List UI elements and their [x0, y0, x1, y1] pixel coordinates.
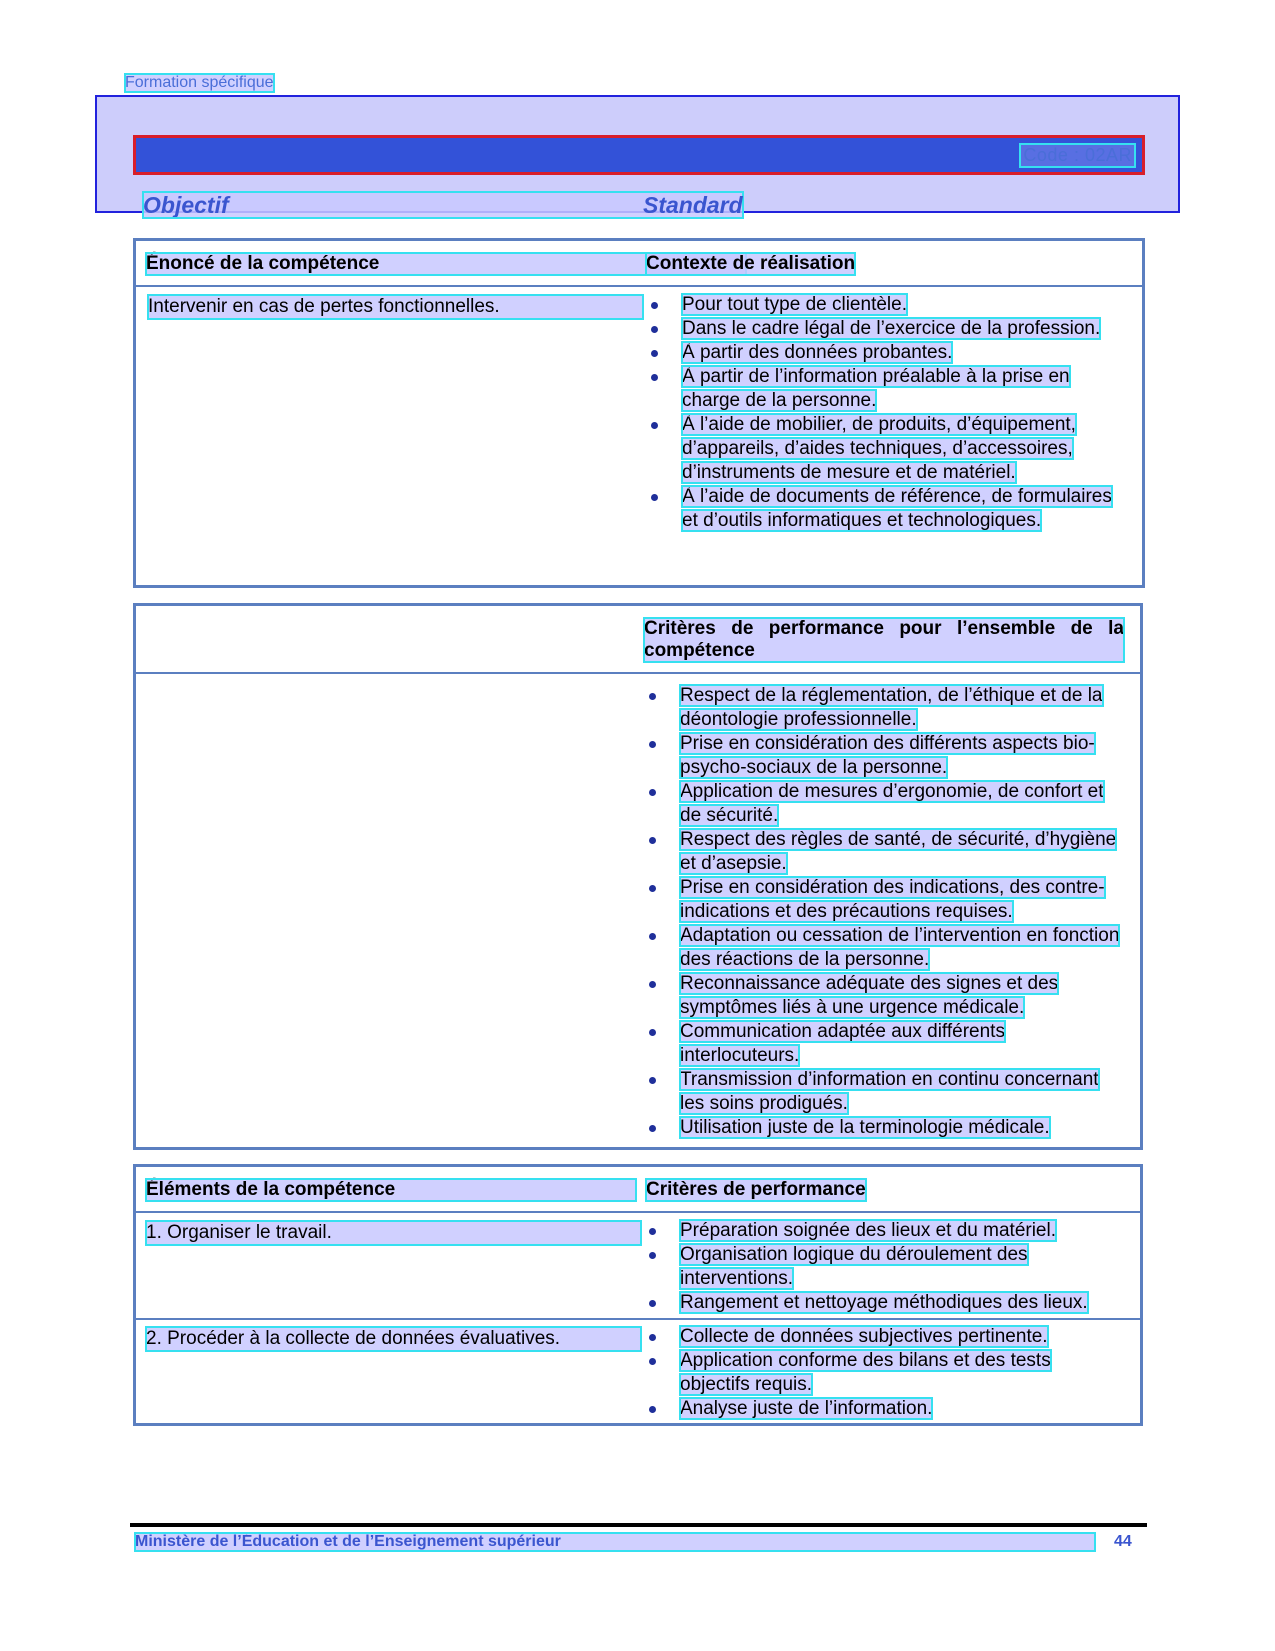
context-item-text: À l’aide de documents de référence, de formulaires et d’outils informatiques et technologiques.	[682, 486, 1112, 531]
row-divider	[136, 1318, 1140, 1320]
statement-header: Énoncé de la compétence	[146, 253, 746, 275]
overall-criterion-text: Transmission d’information en continu concernant les soins prodigués.	[680, 1069, 1099, 1114]
element-2: 2. Procéder à la collecte de données évaluatives.	[146, 1327, 641, 1351]
performance-criterion	[644, 1243, 1124, 1291]
footer-rule	[130, 1523, 1147, 1527]
overall-criterion	[644, 972, 1124, 1020]
performance-criterion-text: Organisation logique du déroulement des interventions.	[680, 1244, 1028, 1289]
performance-criterion	[644, 1349, 1124, 1397]
context-item	[646, 413, 1126, 485]
context-item	[646, 317, 1126, 341]
context-item-text: À partir des données probantes.	[682, 342, 953, 363]
performance-criterion	[644, 1325, 1124, 1349]
header-divider	[136, 1211, 1140, 1213]
overall-criterion-text: Communication adaptée aux différents interlocuteurs.	[680, 1021, 1005, 1066]
header-divider	[136, 672, 1140, 674]
performance-criterion	[644, 1219, 1124, 1243]
context-item-text: Dans le cadre légal de l’exercice de la profession.	[682, 318, 1101, 339]
overall-criterion-text: Prise en considération des différents aspects bio-psycho-sociaux de la personne.	[680, 733, 1095, 778]
context-item	[646, 485, 1126, 533]
code-value: 02AR	[1084, 145, 1132, 165]
performance-criterion-text: Analyse juste de l’information.	[680, 1398, 933, 1419]
context-item-text: À partir de l’information préalable à la prise en charge de la personne.	[682, 366, 1070, 411]
overall-criterion-text: Prise en considération des indications, des contre-indications et des précautions requises.	[680, 877, 1105, 922]
context-header: Contexte de réalisation	[646, 253, 856, 274]
competence-statement: Intervenir en cas de pertes fonctionnelles.	[148, 295, 643, 319]
header-title: Formation spécifique	[125, 74, 274, 91]
program-code	[1021, 145, 1134, 166]
objective-label: Objectif	[143, 192, 229, 218]
context-item	[646, 341, 1126, 365]
elements-header: Éléments de la compétence	[146, 1179, 636, 1201]
context-item	[646, 365, 1126, 413]
performance-criterion	[644, 1397, 1124, 1421]
performance-criterion-text: Rangement et nettoyage méthodiques des lieux.	[680, 1292, 1088, 1313]
overall-criterion-text: Respect des règles de santé, de sécurité, d’hygiène et d’asepsie.	[680, 829, 1117, 874]
performance-criterion	[644, 1291, 1124, 1315]
overall-criterion-text: Reconnaissance adéquate des signes et des symptômes liés à une urgence médicale.	[680, 973, 1059, 1018]
context-item-text: À l’aide de mobilier, de produits, d’équipement, d’appareils, d’aides techniques, d’accessoires, d’instruments de mesure et de matériel.	[682, 414, 1076, 483]
performance-criterion-text: Application conforme des bilans et des tests objectifs requis.	[680, 1350, 1051, 1395]
overall-criterion	[644, 1068, 1124, 1116]
performance-header: Critères de performance	[646, 1179, 866, 1200]
overall-criterion-text: Utilisation juste de la terminologie médicale.	[680, 1117, 1050, 1138]
overall-criterion-text: Application de mesures d’ergonomie, de confort et de sécurité.	[680, 781, 1104, 826]
overall-criterion	[644, 876, 1124, 924]
page-number: 44	[1114, 1533, 1132, 1550]
overall-criteria-header: Critères de performance pour l’ensemble de la compétence	[644, 618, 1124, 661]
overall-criteria-list	[644, 684, 1124, 1140]
overall-criterion	[644, 732, 1124, 780]
code-label: Code :	[1023, 145, 1080, 165]
element-1: 1. Organiser le travail.	[146, 1221, 641, 1245]
element-2-criteria	[644, 1325, 1124, 1421]
overall-criteria-table	[133, 603, 1143, 1150]
context-list	[646, 293, 1126, 533]
context-item-text: Pour tout type de clientèle.	[682, 294, 907, 315]
overall-criterion	[644, 924, 1124, 972]
overall-criterion	[644, 684, 1124, 732]
overall-criterion	[644, 780, 1124, 828]
performance-criterion-text: Préparation soignée des lieux et du matériel.	[680, 1220, 1057, 1241]
overall-criterion-text: Adaptation ou cessation de l’intervention en fonction des réactions de la personne.	[680, 925, 1120, 970]
overall-criterion	[644, 1020, 1124, 1068]
elements-table	[133, 1164, 1143, 1426]
performance-criterion-text: Collecte de données subjectives pertinente.	[680, 1326, 1048, 1347]
context-item	[646, 293, 1126, 317]
standard-heading: Standard	[643, 192, 743, 218]
code-bar	[133, 135, 1145, 175]
overall-criterion	[644, 1116, 1124, 1140]
header-divider	[136, 285, 1142, 287]
overall-criterion	[644, 828, 1124, 876]
footer-ministry: Ministère de l’Éducation et de l’Enseignement supérieur	[135, 1533, 1095, 1551]
competence-table	[133, 238, 1145, 588]
element-1-criteria	[644, 1219, 1124, 1315]
overall-criterion-text: Respect de la réglementation, de l’éthique et de la déontologie professionnelle.	[680, 685, 1103, 730]
